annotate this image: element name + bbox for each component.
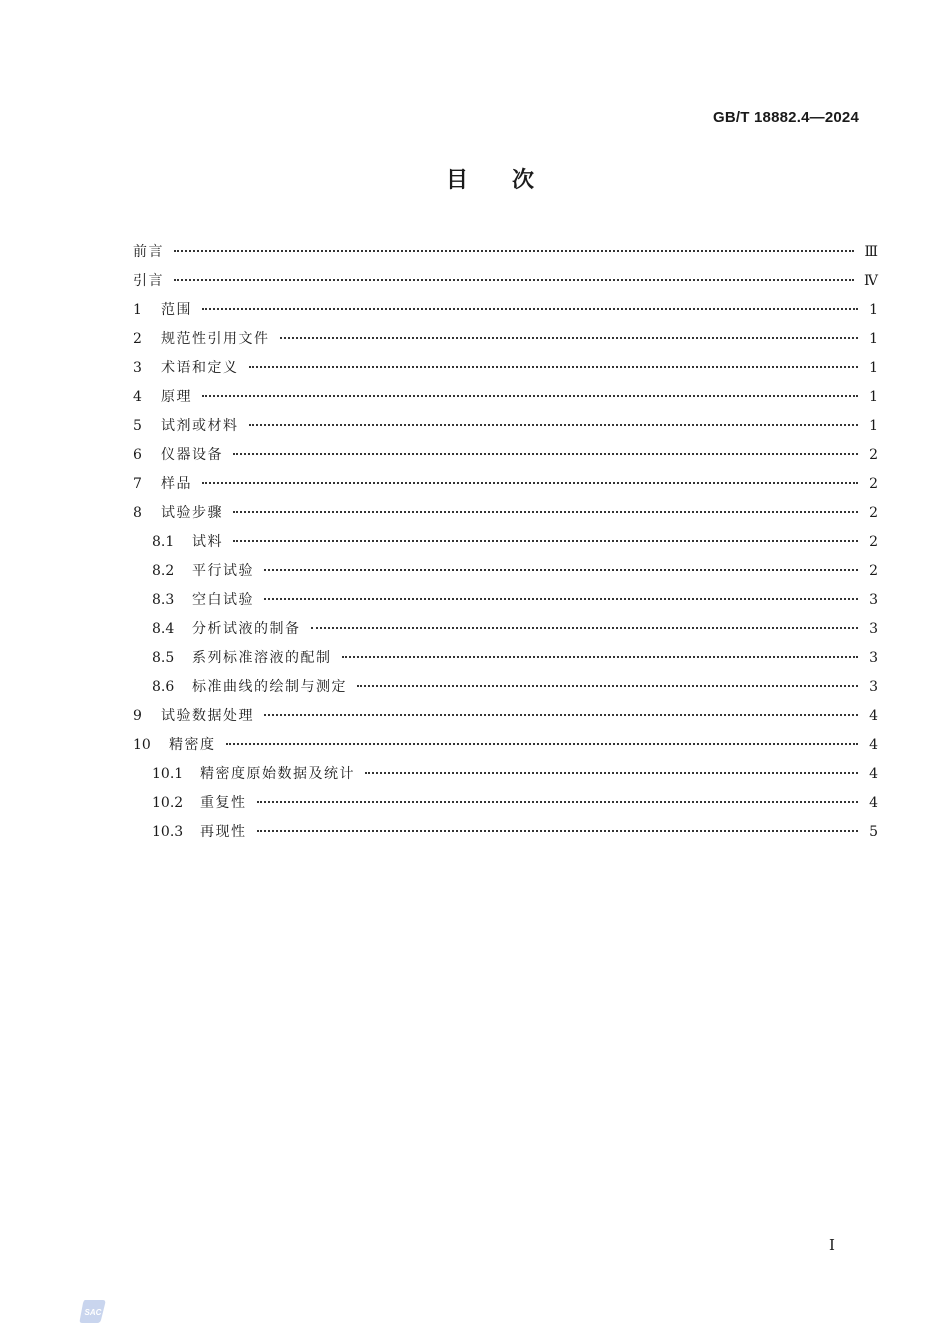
toc-entry-label: 系列标准溶液的配制 [192, 650, 332, 666]
toc-entry-label: 精密度 [169, 737, 216, 753]
toc-dot-leader [365, 772, 858, 774]
toc-entry-page: 3 [869, 679, 878, 695]
toc-dot-leader [233, 540, 858, 542]
toc-dot-leader [357, 685, 858, 687]
toc-entry-number: 8 [133, 505, 142, 521]
toc-entry-number: 8.2 [152, 563, 175, 579]
toc-dot-leader [249, 366, 859, 368]
toc-entry-page: 1 [869, 418, 878, 434]
toc-entry[interactable] [133, 412, 878, 441]
toc-entry-page: 4 [869, 795, 878, 811]
toc-entry-number: 4 [133, 389, 142, 405]
toc-entry-number: 9 [133, 708, 142, 724]
toc-entry-number: 8.3 [152, 592, 175, 608]
toc-dot-leader [226, 743, 859, 745]
toc-dot-leader [249, 424, 859, 426]
toc-dot-leader [264, 569, 858, 571]
toc-entry-label: 分析试液的制备 [192, 621, 301, 637]
toc-entry-number: 7 [133, 476, 142, 492]
toc-entry[interactable] [133, 702, 878, 731]
toc-entry-page: 5 [869, 824, 878, 840]
toc-entry-number: 8.6 [152, 679, 175, 695]
toc-entry-page: 4 [869, 737, 878, 753]
toc-entry-number: 8.5 [152, 650, 175, 666]
toc-entry-number: 10.1 [152, 766, 184, 782]
toc-entry-page: 1 [869, 302, 878, 318]
toc-entry-label: 规范性引用文件 [161, 331, 270, 347]
toc-entry-page: 2 [869, 476, 878, 492]
toc-entry-number: 8.4 [152, 621, 175, 637]
toc-entry-label: 仪器设备 [161, 447, 223, 463]
toc-entry-label: 术语和定义 [161, 360, 239, 376]
toc-entry-page: 2 [869, 505, 878, 521]
table-of-contents [133, 238, 878, 847]
toc-dot-leader [202, 395, 858, 397]
toc-entry-page: 2 [869, 534, 878, 550]
toc-entry-page: 3 [869, 650, 878, 666]
toc-entry-label: 空白试验 [192, 592, 254, 608]
toc-entry-page: 1 [869, 389, 878, 405]
toc-dot-leader [202, 482, 858, 484]
toc-entry-label: 试验数据处理 [161, 708, 254, 724]
toc-entry-label: 试料 [192, 534, 223, 550]
toc-entry[interactable] [133, 354, 878, 383]
toc-entry-number: 6 [133, 447, 142, 463]
toc-entry[interactable] [133, 760, 878, 789]
toc-entry-label: 再现性 [200, 824, 247, 840]
toc-dot-leader [311, 627, 859, 629]
toc-entry[interactable] [133, 325, 878, 354]
toc-entry-page: 2 [869, 563, 878, 579]
toc-entry[interactable] [133, 818, 878, 847]
toc-entry-label: 平行试验 [192, 563, 254, 579]
toc-entry-number: 2 [133, 331, 142, 347]
toc-entry-label: 原理 [161, 389, 192, 405]
toc-entry[interactable] [133, 267, 878, 296]
toc-dot-leader [264, 598, 858, 600]
toc-entry-page: 1 [869, 331, 878, 347]
toc-dot-leader [280, 337, 859, 339]
page-number: I [829, 1236, 835, 1254]
toc-dot-leader [257, 830, 859, 832]
toc-entry[interactable] [133, 673, 878, 702]
toc-entry-number: 10.3 [152, 824, 184, 840]
toc-entry-number: 10.2 [152, 795, 184, 811]
toc-entry[interactable] [133, 470, 878, 499]
toc-entry[interactable] [133, 557, 878, 586]
toc-entry-page: 2 [869, 447, 878, 463]
toc-entry-number: 10 [133, 737, 151, 753]
toc-entry-number: 5 [133, 418, 142, 434]
sac-logo-icon [79, 1298, 107, 1324]
toc-entry-label: 精密度原始数据及统计 [200, 766, 355, 782]
toc-dot-leader [233, 511, 858, 513]
toc-entry-page: Ⅳ [864, 273, 878, 289]
toc-entry[interactable] [133, 296, 878, 325]
toc-entry-number: 3 [133, 360, 142, 376]
toc-entry-page: 4 [869, 708, 878, 724]
toc-entry[interactable] [133, 644, 878, 673]
toc-entry[interactable] [133, 441, 878, 470]
toc-entry-label: 引言 [133, 273, 164, 289]
toc-entry-page: Ⅲ [864, 244, 878, 260]
toc-dot-leader [257, 801, 859, 803]
sac-logo-text: SAC [84, 1308, 102, 1317]
toc-entry-page: 4 [869, 766, 878, 782]
toc-entry[interactable] [133, 499, 878, 528]
toc-entry-label: 标准曲线的绘制与测定 [192, 679, 347, 695]
toc-entry[interactable] [133, 238, 878, 267]
toc-entry-page: 3 [869, 621, 878, 637]
toc-entry-label: 试验步骤 [161, 505, 223, 521]
toc-dot-leader [264, 714, 858, 716]
toc-entry-label: 前言 [133, 244, 164, 260]
toc-dot-leader [202, 308, 858, 310]
toc-entry-label: 试剂或材料 [161, 418, 239, 434]
toc-entry[interactable] [133, 731, 878, 760]
toc-entry-label: 范围 [161, 302, 192, 318]
toc-entry[interactable] [133, 383, 878, 412]
toc-entry-page: 1 [869, 360, 878, 376]
toc-dot-leader [233, 453, 858, 455]
toc-entry[interactable] [133, 528, 878, 557]
toc-dot-leader [174, 250, 854, 252]
toc-entry-label: 样品 [161, 476, 192, 492]
toc-entry-number: 8.1 [152, 534, 175, 550]
toc-dot-leader [342, 656, 859, 658]
toc-entry-page: 3 [869, 592, 878, 608]
toc-entry[interactable] [133, 789, 878, 818]
document-number: GB/T 18882.4—2024 [713, 109, 859, 126]
toc-entry-label: 重复性 [200, 795, 247, 811]
toc-entry-number: 1 [133, 302, 142, 318]
page-title: 目 次 [445, 168, 534, 193]
toc-entry[interactable] [133, 615, 878, 644]
toc-dot-leader [174, 279, 854, 281]
toc-entry[interactable] [133, 586, 878, 615]
